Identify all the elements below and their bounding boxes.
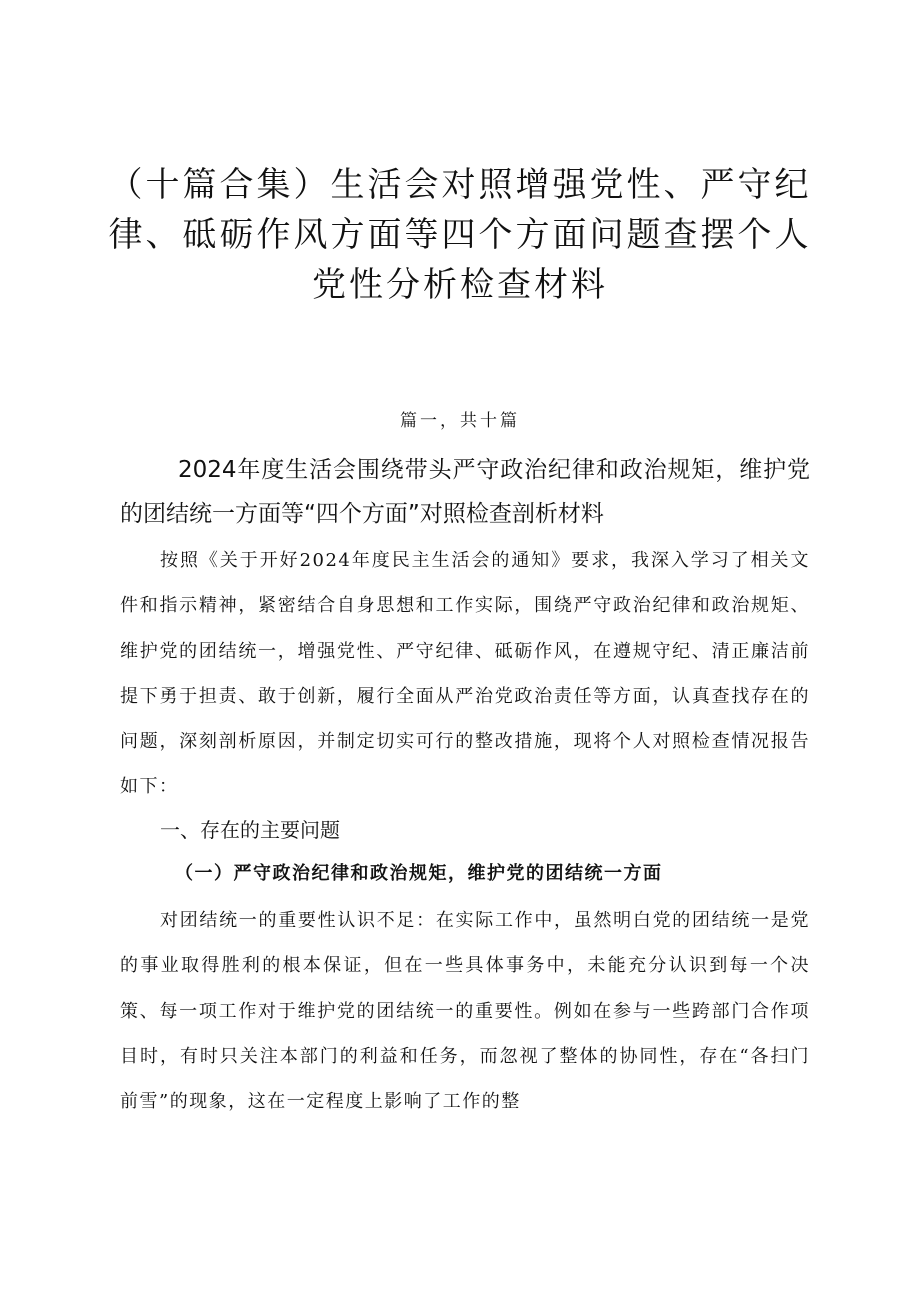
article-title: 2024年度生活会围绕带头严守政治纪律和政治规矩，维护党的团结统一方面等“四个方面”对照检查剖析材料 xyxy=(120,457,810,527)
section-heading: 一、存在的主要问题 xyxy=(160,818,340,842)
article-number: 篇一，共十篇 xyxy=(400,411,520,431)
body-paragraph: 对团结统一的重要性认识不足：在实际工作中，虽然明白党的团结统一是党的事业取得胜利的根本保证，但在一些具体事务中，未能充分认识到每一个决策、每一项工作对于维护党的团结统一的重要性。例如在参与一些跨部门合作项目时，有时只关注本部门的利益和任务，而忽视了整体的协同性，存在“各扫门前雪”的现象，这在一定程度上影响了工作的整 xyxy=(120,910,810,1113)
intro-paragraph: 按照《关于开好2024年度民主生活会的通知》要求，我深入学习了相关文件和指示精神，紧密结合自身思想和工作实际，围绕严守政治纪律和政治规矩、维护党的团结统一，增强党性、严守纪律、砥砺作风，在遵规守纪、清正廉洁前提下勇于担责、敢于创新，履行全面从严治党政治责任等方面，认真查找存在的问题，深刻剖析原因，并制定切实可行的整改措施，现将个人对照检查情况报告如下： xyxy=(120,550,810,798)
document-title: （十篇合集）生活会对照增强党性、严守纪律、砥砺作风方面等四个方面问题查摆个人党性分析检查材料 xyxy=(108,165,812,305)
sub-heading: （一）严守政治纪律和政治规矩，维护党的团结统一方面 xyxy=(175,863,663,884)
